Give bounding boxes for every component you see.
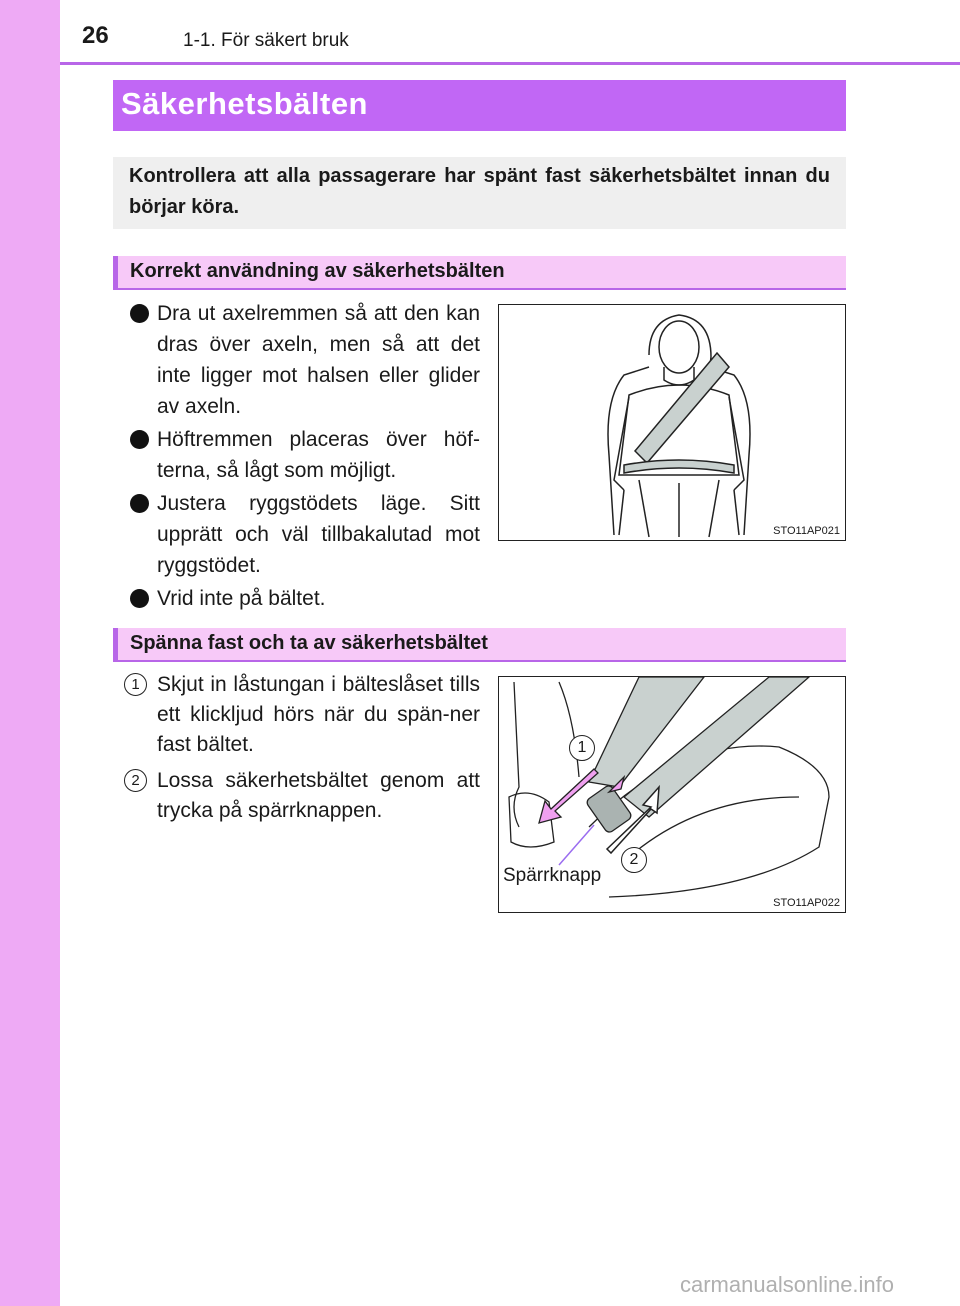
- intro-box: Kontrollera att alla passagerare har spänt fast säkerhetsbältet innan du börjar köra.: [113, 157, 846, 229]
- step-number: 1: [124, 673, 147, 696]
- step-text: Skjut in låstungan i bälteslåset tills ett klickljud hörs när du spän-ner fast bältet.: [157, 673, 480, 756]
- section-label: 1-1. För säkert bruk: [183, 30, 349, 51]
- step-item: [124, 670, 480, 760]
- step-item: [124, 766, 480, 826]
- header-rule: [60, 62, 960, 65]
- bullet-list: [128, 298, 480, 616]
- subheading-fasten: Spänna fast och ta av säkerhetsbältet: [113, 628, 846, 662]
- seated-passenger-illustration: [499, 305, 844, 539]
- figure-seated-passenger: [498, 304, 846, 541]
- figure-code: STO11AP022: [773, 897, 840, 909]
- bullet-item: Höftremmen placeras över höf-terna, så lågt som möjligt.: [128, 424, 480, 486]
- bullet-item: Dra ut axelremmen så att den kan dras över axeln, men så att det inte ligger mot halsen eller glider av axeln.: [128, 298, 480, 422]
- figure-buckle: [498, 676, 846, 913]
- release-button-label: Spärrknapp: [503, 865, 602, 886]
- step-list: [124, 670, 480, 832]
- step-text: Lossa säkerhetsbältet genom att trycka på spärrknappen.: [157, 769, 480, 822]
- callout-1: 1: [569, 735, 595, 761]
- figure-code: STO11AP021: [773, 525, 840, 537]
- bullet-item: Justera ryggstödets läge. Sitt upprätt och väl tillbakalutad mot ryggstödet.: [128, 488, 480, 581]
- watermark: carmanualsonline.info: [680, 1272, 895, 1297]
- page-title: Säkerhetsbälten: [113, 80, 846, 131]
- callout-2: 2: [621, 847, 647, 873]
- bullet-item: Vrid inte på bältet.: [128, 583, 480, 614]
- step-number: 2: [124, 769, 147, 792]
- page-number: 26: [82, 22, 109, 49]
- side-color-strip: [0, 0, 60, 1306]
- subheading-correct-use: Korrekt användning av säkerhetsbälten: [113, 256, 846, 290]
